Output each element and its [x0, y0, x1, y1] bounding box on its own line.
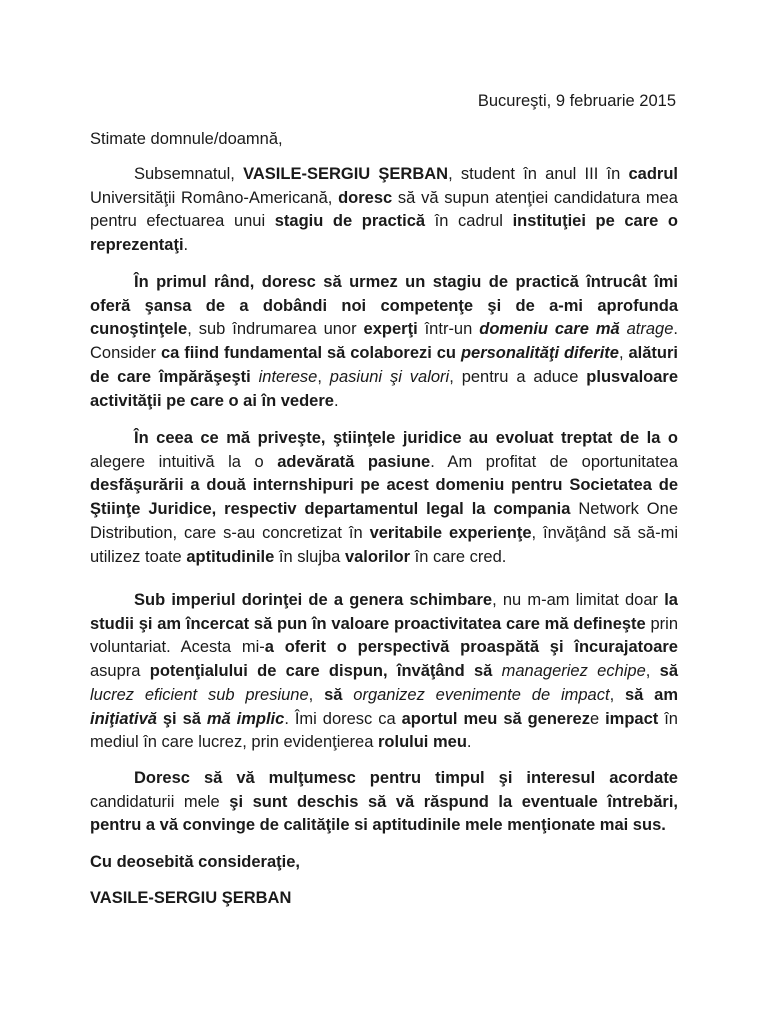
- text-run: . Îmi doresc ca: [284, 709, 402, 728]
- text-run: pasiuni şi valori: [329, 367, 450, 386]
- text-run: prin voluntariat. Acesta mi-: [90, 614, 678, 657]
- text-run: Sub imperiul dorinţei de a: [134, 591, 350, 609]
- text-run: lucrez eficient sub presiune: [90, 685, 309, 704]
- letter-paragraph-3: [90, 427, 678, 569]
- text-run: genera schimbare: [349, 591, 493, 609]
- text-run: alături de care împărăşeşti: [90, 344, 679, 386]
- text-run: stagiu de practică: [274, 212, 426, 231]
- text-run: domeniu care mă: [479, 320, 620, 339]
- letter-date: Bucureşti, 9 februarie 2015: [477, 92, 676, 110]
- text-run: valorilor: [344, 547, 411, 566]
- text-run: e: [589, 709, 606, 728]
- text-run: , sub îndrumarea unor: [187, 320, 364, 339]
- paragraph-text: [90, 589, 678, 755]
- text-run: plusvaloare activităţii pe care o ai în vedere: [90, 367, 679, 410]
- text-run: .: [183, 236, 189, 255]
- text-run: de care dispun, învăţând să: [257, 662, 502, 681]
- text-run: în care cred.: [410, 547, 507, 566]
- text-run: ,: [308, 685, 325, 704]
- letter-paragraph-2: [90, 271, 678, 413]
- text-run: ,: [618, 344, 629, 363]
- text-run: organizez evenimente de impact: [353, 685, 610, 704]
- text-run: În ceea ce mă priveşte, ştiinţele juridice au evoluat treptat de la o: [134, 429, 678, 447]
- letter-paragraph-4: [90, 589, 678, 755]
- text-run: la studii şi am încercat să pun în valoare: [90, 591, 678, 633]
- text-run: în mediul în care lucrez, prin evidenţierea: [90, 709, 678, 752]
- text-run: să: [324, 685, 343, 704]
- text-run: .: [466, 733, 472, 752]
- text-run: VASILE-SERGIU ŞERBAN: [243, 165, 449, 183]
- text-run: experţi: [363, 320, 418, 339]
- text-run: instituţiei pe care o reprezentaţi: [90, 212, 678, 255]
- paragraph-text: [90, 427, 678, 569]
- text-run: atrage: [619, 320, 674, 339]
- text-run: a oferit o perspectivă proaspătă şi încurajatoare: [264, 638, 678, 657]
- text-run: proactivitatea: [393, 614, 502, 633]
- letter-paragraph-1: [90, 163, 678, 258]
- text-run: desfăşurării a două internshipuri pe acest domeniu pentru Societatea de Ştiinţe Juridice, respectiv departamentul legal la compania: [90, 476, 678, 519]
- text-run: adevărată pasiune: [277, 452, 431, 471]
- text-run: ,: [317, 367, 330, 386]
- letter-paragraph-5: [90, 767, 678, 838]
- text-run: În primul rând, doresc să urmez un stagiu de practică întrucât îmi: [134, 273, 678, 291]
- text-run: , învăţând să să-mi utilizez toate: [90, 523, 678, 566]
- text-run: şi sunt deschis să vă răspund la eventuale întrebări, pentru a vă convinge de calităţile si aptitudinile mele menţionate mai sus.: [90, 792, 678, 835]
- text-run: să generez: [503, 709, 590, 728]
- text-run: doresc: [338, 188, 393, 207]
- text-run: .: [333, 391, 339, 410]
- text-run: ca fiind fundamental să colaborezi cu: [160, 344, 461, 363]
- text-run: într-un: [417, 320, 480, 339]
- text-run: în slujba: [274, 547, 345, 566]
- text-run: asupra: [90, 662, 150, 681]
- text-run: aptitudinile: [186, 547, 275, 566]
- text-run: ,: [645, 662, 660, 681]
- text-run: mă implic: [206, 709, 285, 728]
- text-run: alegere intuitivă la o: [90, 452, 278, 471]
- text-run: , student în anul III în: [448, 165, 629, 183]
- text-run: şi să: [162, 709, 207, 728]
- text-run: potenţialului: [149, 662, 248, 681]
- text-run: în cadrul: [425, 212, 513, 231]
- text-run: Network One Distribution, care s-au concretizat în: [90, 500, 678, 542]
- text-run: [248, 662, 257, 680]
- text-run: să vă supun atenţiei candidatura mea pentru efectuarea unui: [90, 188, 678, 231]
- text-run: Doresc să vă mulţumesc pentru timpul şi interesul acordate: [134, 769, 678, 787]
- text-run: să: [659, 662, 678, 681]
- paragraph-text: [90, 163, 678, 258]
- text-run: veritabile experienţe: [369, 523, 532, 542]
- text-run: care mă defineşte: [505, 614, 646, 633]
- text-run: , nu m-am limitat doar: [492, 591, 665, 609]
- paragraph-text: [90, 271, 678, 413]
- text-run: interese: [258, 367, 318, 386]
- text-run: rolului meu: [377, 733, 467, 752]
- text-run: Subsemnatul,: [134, 165, 244, 183]
- text-run: iniţiativă: [90, 709, 157, 728]
- letter-signature: VASILE-SERGIU ŞERBAN: [90, 889, 292, 907]
- text-run: [342, 686, 353, 704]
- letter-salutation: Stimate domnule/doamnă,: [90, 130, 283, 148]
- text-run: aportul meu: [401, 709, 498, 728]
- text-run: , pentru a aduce: [449, 367, 587, 386]
- text-run: . Consider: [90, 320, 678, 363]
- text-run: personalităţi diferite: [460, 344, 619, 363]
- text-run: . Am profitat de oportunitatea: [430, 452, 678, 471]
- text-run: impact: [605, 709, 659, 728]
- letter-closing: Cu deosebită consideraţie,: [90, 853, 300, 871]
- text-run: ,: [609, 685, 625, 704]
- text-run: candidaturii mele: [90, 792, 230, 811]
- text-run: Universităţii Româno-Americană,: [90, 188, 339, 207]
- text-run: manageriez echipe: [501, 662, 646, 681]
- paragraph-text: [90, 767, 678, 838]
- text-run: cadrul: [628, 165, 678, 183]
- text-run: oferă şansa de a dobândi noi competenţe şi de a-mi aprofunda cunoştinţele: [90, 296, 678, 339]
- text-run: să am: [624, 685, 679, 704]
